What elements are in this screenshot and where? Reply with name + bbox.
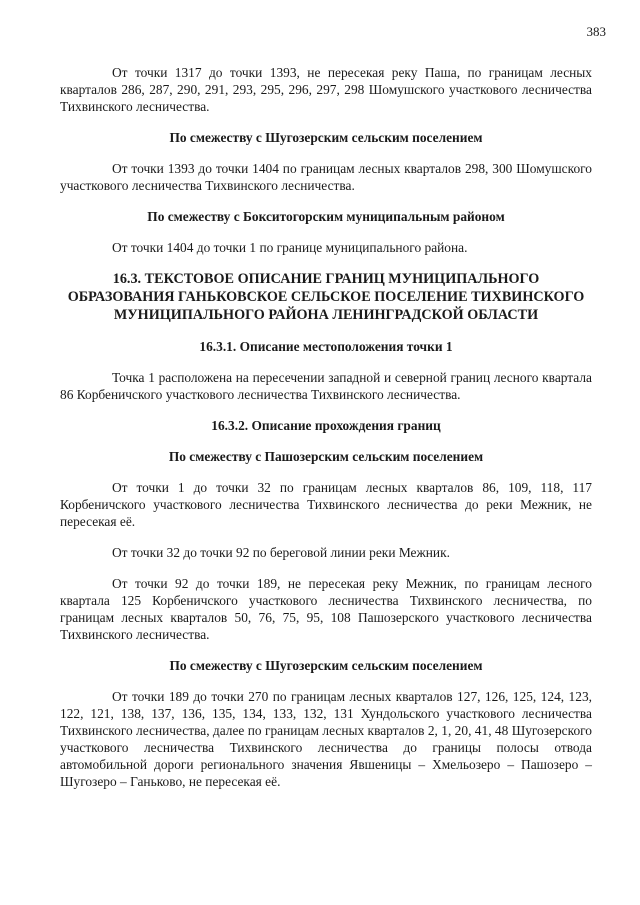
subheading: 16.3.1. Описание местоположения точки 1 (199, 339, 453, 354)
page-number: 383 (586, 24, 606, 39)
paragraph: Точка 1 расположена на пересечении западной и северной границ лесного квартала 86 Корбеничского участкового лесничества Тихвинского лесничества. (60, 370, 592, 402)
paragraph: От точки 1393 до точки 1404 по границам лесных кварталов 298, 300 Шомушского участкового лесничества Тихвинского лесничества. (60, 161, 592, 193)
paragraph: От точки 92 до точки 189, не пересекая реку Межник, по границам лесного квартала 125 Корбеничского участкового лесничества Тихвинского лесничества, по границам лесных кварталов 50, 76, 75, 95, 108 Пашозерского участкового лесничества Тихвинского лесничества. (60, 576, 592, 642)
paragraph: От точки 1404 до точки 1 по границе муниципального района. (112, 240, 468, 255)
paragraph: От точки 189 до точки 270 по границам лесных кварталов 127, 126, 125, 124, 123, 122, 121, 138, 137, 136, 135, 134, 133, 132, 131 Хундольского участкового лесничества Тихвинского лесничества, далее по границам лесных кварталов 2, 1, 20, 41, 48 Шугозерского участкового лесничества Тихвинского лесничества до границы полосы отвода автомобильной дороги регионального значения Явшеницы – Хмельозеро – Пашозеро – Шугозеро – Ганьково, не пересекая её. (60, 689, 592, 789)
document-body (60, 64, 592, 804)
subheading: По смежеству с Шугозерским сельским поселением (169, 658, 483, 673)
subheading: По смежеству с Шугозерским сельским поселением (169, 130, 483, 145)
subheading: 16.3.2. Описание прохождения границ (211, 418, 441, 433)
section-title: 16.3. ТЕКСТОВОЕ ОПИСАНИЕ ГРАНИЦ МУНИЦИПАЛЬНОГО ОБРАЗОВАНИЯ ГАНЬКОВСКОЕ СЕЛЬСКОЕ ПОСЕЛЕНИЕ ТИХВИНСКОГО МУНИЦИПАЛЬНОГО РАЙОНА ЛЕНИНГРАДСКОЙ ОБЛАСТИ (67, 271, 585, 323)
paragraph: От точки 32 до точки 92 по береговой линии реки Межник. (112, 545, 450, 560)
paragraph: От точки 1 до точки 32 по границам лесных кварталов 86, 109, 118, 117 Корбеничского участкового лесничества Тихвинского лесничества до реки Межник, не пересекая её. (60, 480, 592, 529)
subheading: По смежеству с Бокситогорским муниципальным районом (147, 209, 505, 224)
subheading: По смежеству с Пашозерским сельским поселением (168, 449, 484, 464)
paragraph: От точки 1317 до точки 1393, не пересекая реку Паша, по границам лесных кварталов 286, 287, 290, 291, 293, 295, 296, 297, 298 Шомушского участкового лесничества Тихвинского лесничества. (60, 65, 592, 114)
